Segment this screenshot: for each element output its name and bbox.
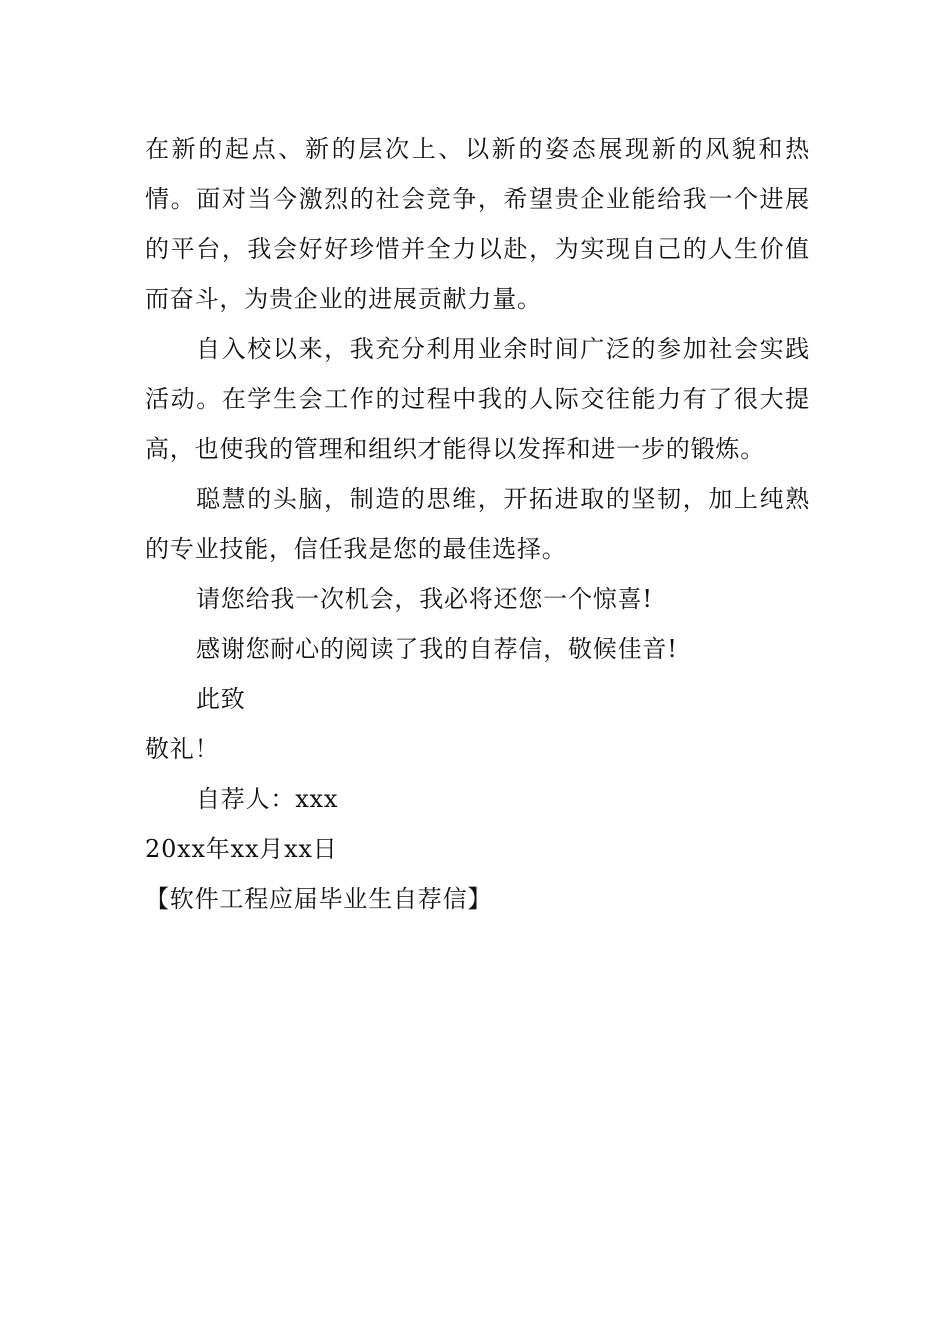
date-line: 20xx年xx月xx日 [145,835,338,863]
footer-title: 【软件工程应届毕业生自荐信】 [145,885,493,913]
closing-line: 此致 [196,685,246,713]
salute-line: 敬礼！ [145,735,220,763]
signature-line: 自荐人：xxx [196,785,339,813]
paragraph-request: 请您给我一次机会，我必将还您一个惊喜! [196,585,653,613]
paragraph-school-activities: 自入校以来，我充分利用业余时间广泛的参加社会实践活动。在学生会工作的过程中我的人际交往能力有了很大提高，也使我的管理和组织才能得以发挥和进一步的锻炼。 [145,335,810,463]
paragraph-skills: 聪慧的头脑，制造的思维，开拓进取的坚韧，加上纯熟的专业技能，信任我是您的最佳选择。 [145,485,810,563]
letter-body [145,124,810,924]
paragraph-intro-continuation: 在新的起点、新的层次上、以新的姿态展现新的风貌和热情。面对当今激烈的社会竞争，希望贵企业能给我一个进展的平台，我会好好珍惜并全力以赴，为实现自己的人生价值而奋斗，为贵企业的进展贡献力量。 [145,135,810,313]
paragraph-thanks: 感谢您耐心的阅读了我的自荐信，敬候佳音! [196,635,678,663]
